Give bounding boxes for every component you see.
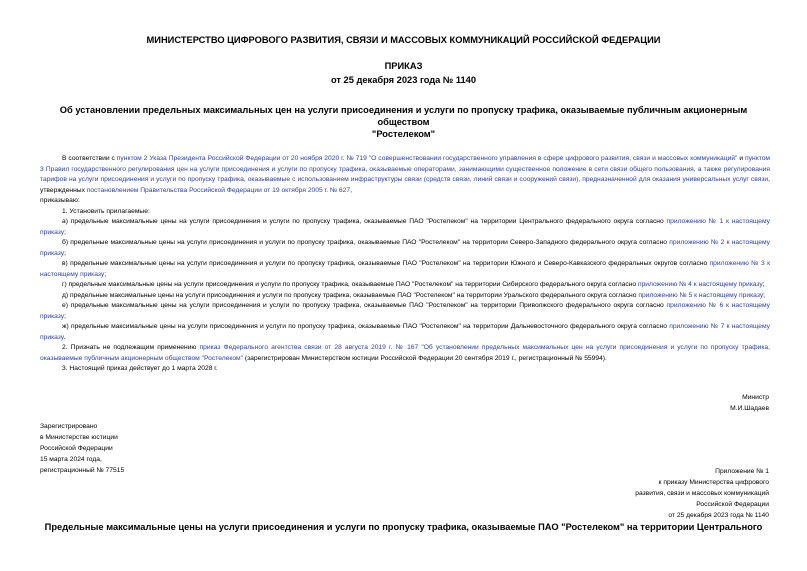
clause-1e-text: е) предельные максимальные цены на услуги присоединения и услуги по пропуску трафика, оказываемые ПАО "Ростелеком" на территории Приволжского федерального округа согласно	[62, 302, 667, 309]
clause-1d-end: ;	[763, 291, 766, 299]
clause-3: 3. Настоящий приказ действует до 1 марта 2028 г.	[62, 365, 218, 372]
clause-2	[40, 343, 770, 364]
appendix-line-3: развития, связи и массовых коммуникаций	[635, 490, 769, 497]
registration-line-5: регистрационный № 77515	[40, 467, 125, 474]
clause-1v-end: ;	[104, 270, 107, 278]
clause-1b-end: ;	[64, 249, 66, 257]
order-word: приказываю:	[40, 197, 80, 204]
clause-2-text-2: (зарегистрирован Министерством юстиции Российской Федерации 20 сентября 2019 г., регистрационный № 55994).	[243, 354, 607, 362]
appendix-7-link[interactable]: приложению № 7 к настоящему приказу	[40, 323, 770, 341]
date-number-heading: от 25 декабря 2023 года № 1140	[330, 75, 477, 85]
ministry-heading: МИНИСТЕРСТВО ЦИФРОВОГО РАЗВИТИЯ, СВЯЗИ И МАССОВЫХ КОММУНИКАЦИЙ РОССИЙСКОЙ ФЕДЕРАЦИИ	[146, 35, 661, 45]
registration-line-3: Российской Федерации	[40, 445, 113, 452]
appendix-5-link[interactable]: приложению № 5 к настоящему приказу	[638, 291, 764, 299]
clause-1v	[40, 259, 770, 280]
clause-1v-text: в) предельные максимальные цены на услуги присоединения и услуги по пропуску трафика, оказываемые ПАО "Ростелеком" на территории Южного и Северо-Кавказского федеральных округов согласно	[62, 260, 710, 267]
clause-1g-end: ;	[762, 281, 765, 288]
appendix-line-4: Российской Федерации	[696, 501, 769, 508]
registration-block	[40, 421, 124, 476]
registration-line-4: 15 марта 2024 года,	[40, 456, 102, 463]
preamble-text-1: В соответствии с	[62, 155, 117, 162]
clause-1e	[40, 301, 770, 322]
appendix-2-link[interactable]: приложению № 2 к настоящему приказу	[40, 239, 770, 257]
clause-1: 1. Установить прилагаемые:	[62, 207, 150, 215]
order-body	[40, 154, 770, 375]
appendix-6-link[interactable]: приложению № 6 к настоящему приказу	[40, 302, 770, 320]
order-title-line-2: "Ростелеком"	[371, 129, 436, 139]
clause-1zh	[40, 322, 770, 343]
appendix-line-1: Приложение № 1	[715, 468, 769, 475]
preamble-text-3: , утвержденных	[40, 176, 770, 194]
clause-1zh-text: ж) предельные максимальные цены на услуги присоединения и услуги по пропуску трафика, оказываемые ПАО "Ростелеком" на территории Дальневосточного федерального округа согласно	[62, 323, 670, 330]
clause-1b	[40, 238, 770, 259]
appendix-1-link[interactable]: приложению № 1 к настоящему приказу	[40, 218, 770, 236]
clause-1a	[40, 217, 770, 238]
registration-line-1: Зарегистрировано	[40, 423, 98, 430]
preamble-text-2: и	[737, 155, 746, 162]
appendix-line-2: к приказу Министерства цифрового	[658, 479, 769, 486]
rules-clause-3-link[interactable]: пунктом 3 Правил государственного регулирования цен на услуги присоединения и услуги по пропуску трафика, оказываемые операторами, занимающими существенное положение в сети связи общего пользования, а также регулирования тарифов на услуги присоединения и услуги по пропуску трафика, оказываемые с использованием инфраструктуры связи (средств связи, линий связи и сооружений связи), предназначенной для оказания универсальных услуг связи	[40, 155, 771, 183]
appendix-line-5: от 25 декабря 2023 года № 1140	[668, 512, 769, 519]
appendix-header	[549, 466, 769, 521]
preamble-text-4: ,	[350, 186, 352, 194]
decree-719-link[interactable]: пунктом 2 Указа Президента Российской Федерации от 20 ноября 2020 г. № 719 "О совершенствовании государственного управления в сфере цифрового развития, связи и массовых коммуникаций"	[116, 155, 738, 162]
clause-1g-text: г) предельные максимальные цены на услуги присоединения и услуги по пропуску трафика, оказываемые ПАО "Ростелеком" на территории Сибирского федерального округа согласно	[62, 281, 638, 288]
signature-block	[730, 393, 769, 414]
clause-2-text-1: 2. Признать не подлежащим применению	[62, 344, 200, 351]
clause-1zh-end: .	[63, 333, 66, 341]
order-title-line-1: Об установлении предельных максимальных цен на услуги присоединения и услуги по пропуску трафика, оказываемые публичным акционерным обществом	[59, 105, 748, 127]
appendix-4-link[interactable]: приложению № 4 к настоящему приказу	[637, 281, 763, 288]
clause-1b-text: б) предельные максимальные цены на услуги присоединения и услуги по пропуску трафика, оказываемые ПАО "Ростелеком" на территории Северо-Западного федерального округа согласно	[62, 239, 670, 246]
order-title	[40, 104, 767, 140]
preamble-paragraph	[40, 154, 770, 196]
order-167-link[interactable]: приказ Федерального агентства связи от 28 августа 2019 г. № 167 "Об установлении предельных максимальных цен на услуги присоединения и услуги по пропуску трафика, оказываемые публичным акционерным обществом "Ростелеком"	[40, 344, 770, 362]
signature-position: Министр	[742, 394, 769, 401]
appendix-3-link[interactable]: приложению № 3 к настоящему приказу	[40, 260, 770, 278]
clause-1d-text: д) предельные максимальные цены на услуги присоединения и услуги по пропуску трафика, оказываемые ПАО "Ростелеком" на территории Уральского федерального округа согласно	[62, 291, 639, 299]
doc-type-heading: ПРИКАЗ	[384, 61, 423, 71]
clause-1d	[40, 291, 770, 302]
appendix-title: Предельные максимальные цены на услуги присоединения и услуги по пропуску трафика, оказываемые ПАО "Ростелеком" на территории Центрального	[44, 522, 763, 532]
resolution-627-link[interactable]: постановлением Правительства Российской Федерации от 19 октября 2005 г. № 627	[86, 186, 351, 194]
clause-1a-end: ;	[64, 228, 66, 236]
clause-1g	[40, 280, 770, 291]
clause-1a-text: а) предельные максимальные цены на услуги присоединения и услуги по пропуску трафика, оказываемые ПАО "Ростелеком" на территории Центрального федерального округа согласно	[62, 218, 667, 225]
registration-line-2: в Министерстве юстиции	[40, 434, 118, 441]
signature-name: М.И.Шадаев	[730, 404, 769, 412]
clause-1e-end: ;	[64, 312, 66, 320]
